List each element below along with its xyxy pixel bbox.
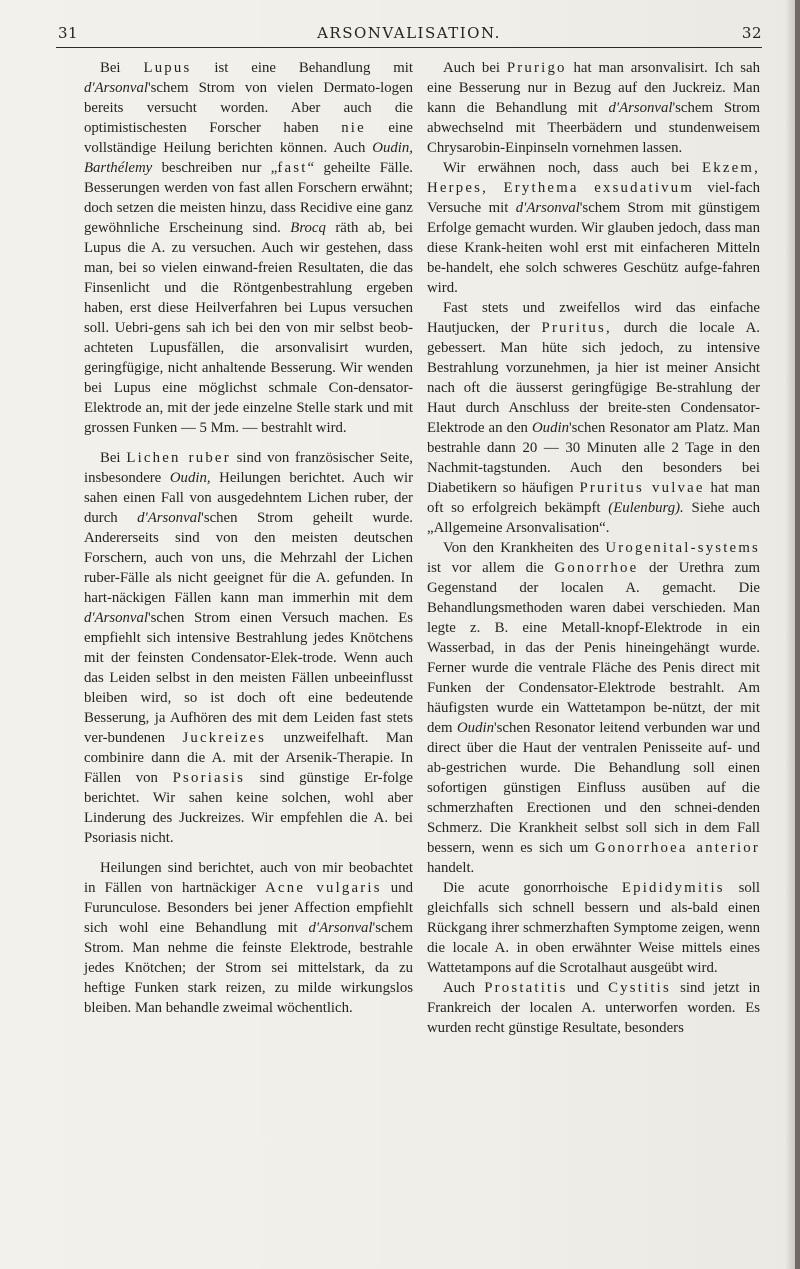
left-column: [84, 58, 413, 1018]
page-number-right: 32: [741, 24, 762, 42]
running-title: ARSONVALISATION.: [317, 24, 501, 42]
paragraph-acne: Heilungen sind berichtet, auch von mir beobachtet in Fällen von hartnäckiger Acne vulgaris und Furunculose. Besonders bei jener Affection empfiehlt sich wohl eine Behandlung mit d'Arsonval'schem Strom. Man nehme die feinste Elektrode, bestrahle jedes Knötchen; der Strom sei mittelstark, da zu heftige Funken stark reizen, zu milde wirkungslos bleiben. Man behandle zweimal wöchentlich.: [84, 860, 413, 1016]
paragraph-ekzem: Wir erwähnen noch, dass auch bei Ekzem, Herpes, Erythema exsudativum viel-fach Versuche mit d'Arsonval'schem Strom mit günstigem Erfolge gemacht wurden. Wir glauben jedoch, dass man diese Krank-heiten wohl erst mit einfacheren Mitteln be-handelt, ehe solch schweres Geschütz aufge-fahren wird.: [427, 160, 760, 296]
paragraph-prostatitis: Auch Prostatitis und Cystitis sind jetzt in Frankreich der localen A. unterworfen worden. Es wurden recht günstige Resultate, besonders: [427, 980, 761, 1036]
paragraph-epididymitis: Die acute gonorrhoische Epididymitis soll gleichfalls sich schnell bessern und als-bald einen Rückgang ihrer schmerzhaften Symptome zeigen, wenn die locale A. in oben erwähnter Weise mittels eines Wattetampons auf die Scrotalhaut ausgeübt wird.: [427, 880, 760, 976]
paragraph-lichen-ruber: Bei Lichen ruber sind von französischer Seite, insbesondere Oudin, Heilungen berichtet. Auch wir sahen einen Fall von ausgedehntem Lichen ruber, der durch d'Arsonval'schen Strom geheilt wurde. Andererseits sind von den meisten deutschen Forschern, auch von uns, die Mehrzahl der Lichen ruber-Fälle als nicht geeignet für die A. gefunden. In hart-näckigen Fällen kann man immerhin mit dem d'Arsonval'schen Strom einen Versuch machen. Es empfiehlt sich intensive Bestrahlung jedes Knötchens mit der feinsten Condensator-Elek-trode. Wenn auch das Leiden selbst in den meisten Fällen unbeeinflusst bleiben wird, so ist doch oft eine bedeutende Besserung, ja Aufhören des mit dem Leiden fast stets ver-bundenen Juckreizes unzweifelhaft. Man combinire dann die A. mit der Arsenik-Therapie. In Fällen von Psoriasis sind günstige Er-folge berichtet. Wir sahen keine solchen, wohl aber Linderung des Juckreizes. Wir empfehlen die A. bei Psoriasis nicht.: [84, 450, 414, 846]
paragraph-urogenital: Von den Krankheiten des Urogenital-systems ist vor allem die Gonorrhoe der Urethra zum Gegenstand der localen A. gemacht. Die Behandlungsmethoden waren dabei verschieden. Man legte z. B. eine Metall-knopf-Elektrode in ein Wasserbad, in das der Penis hineingehängt wurde. Ferner wurde die ventrale Fläche des Penis direct mit Funken der Condensator-Elektrode bestrahlt. Am häufigsten wurde ein Wattetampon be-nützt, der mit dem Oudin'schen Resonator leitend verbunden war und direct über die Haut der ventralen Penisseite auf- und ab-gestrichen wurde. Die Behandlung soll einen sofortigen günstigen Einfluss ausüben auf die schmerzhaften Erectionen und den schnei-denden Schmerz. Die Krankheit selbst soll sich in dem Fall bessern, wenn es sich um Gonorrhoea anterior handelt.: [427, 540, 760, 876]
paragraph-pruritus: Fast stets und zweifellos wird das einfache Hautjucken, der Pruritus, durch die locale A. gebessert. Man hüte sich jedoch, zu intensive Bestrahlung vorzunehmen, ja hier ist meiner Ansicht nach oft die äusserst geringfügige Be-strahlung der Haut durch Anschluss der breite-sten Condensator-Elektrode an den Oudin'schen Resonator am Platz. Man bestrahle dann 20 — 30 Minuten alle 2 Tage in den Nachmit-tagstunden. Auch den besonders bei Diabetikern so häufigen Pruritus vulvae hat man oft so erfolgreich bekämpft (Eulenburg). Siehe auch „Allgemeine Arsonvalisation“.: [427, 300, 760, 536]
right-column: [427, 58, 760, 1038]
paragraph-prurigo: Auch bei Prurigo hat man arsonvalisirt. Ich sah eine Besserung nur in Bezug auf den Juckreiz. Man kann die Behandlung mit d'Arsonval'schem Strom abwechselnd mit Theerbädern und stundenweisem Chrysarobin-Einpinseln vornehmen lassen.: [427, 60, 760, 156]
running-header: [56, 24, 762, 48]
paragraph-lupus: Bei Lupus ist eine Behandlung mit d'Arsonval'schem Strom von vielen Dermato-logen bereits versucht worden. Aber auch die optimistischesten Forscher haben nie eine vollständige Heilung berichten können. Auch Oudin, Barthélemy beschreiben nur „fast“ geheilte Fälle. Besserungen werden von fast allen Forschern erwähnt; doch setzen die meisten hinzu, dass Recidive eine ganz gewöhnliche Erscheinung sind. Brocq räth ab, bei Lupus die A. zu versuchen. Auch wir gestehen, dass man, bei so vielen einwand-freien Resultaten, die das Finsenlicht und die Röntgenbestrahlung ergeben haben, erst diese Heilverfahren bei Lupus versuchen soll. Uebri-gens sah ich bei den von mir selbst beob-achteten Lupusfällen, die arsonvalisirt wurden, geringfügige, nicht anhaltende Besserung. Wir wenden bei Lupus eine möglichst schmale Con-densator-Elektrode an, mit der jede einzelne Stelle stark und mit grossen Funken — 5 Mm. — bestrahlt wird.: [84, 60, 413, 436]
page-number-left: 31: [58, 24, 79, 42]
page-edge: [795, 0, 800, 1269]
header-rule: [56, 47, 762, 48]
